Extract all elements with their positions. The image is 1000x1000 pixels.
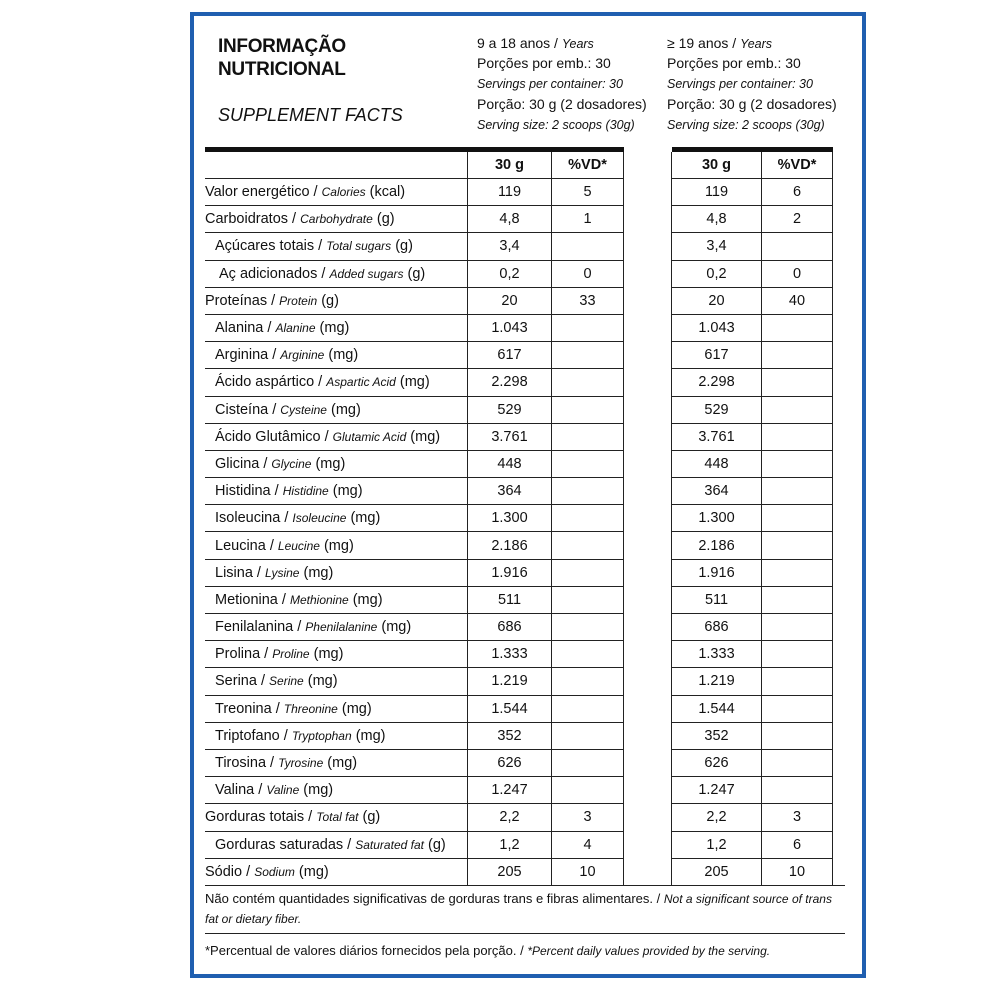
col1-dv: 33: [552, 287, 624, 314]
col1-portion: Porção: 30 g (2 dosadores): [477, 96, 647, 112]
column-gap: [624, 478, 672, 505]
table-row: [205, 641, 833, 668]
nutrient-name-en: Glutamic Acid: [332, 429, 407, 444]
col2-amount-header: 30 g: [672, 150, 762, 179]
col2-amount: 1.219: [672, 668, 762, 695]
col2-amount: 205: [672, 858, 762, 885]
nutrient-label: [205, 314, 468, 341]
col1-servings: Porções por emb.: 30: [477, 55, 611, 71]
col1-dv: [552, 369, 624, 396]
table-row: [205, 287, 833, 314]
col1-dv: 4: [552, 831, 624, 858]
col2-amount: 1,2: [672, 831, 762, 858]
nutrient-label: [205, 831, 468, 858]
col2-portion-en: Serving size: 2 scoops (30g): [667, 118, 825, 132]
col1-dv: [552, 314, 624, 341]
nutrient-name-en: Glycine: [271, 456, 312, 471]
col2-dv: [762, 668, 833, 695]
col1-dv: 1: [552, 206, 624, 233]
nutrient-name-pt: Serina /: [215, 673, 265, 690]
column-gap: [624, 233, 672, 260]
col2-amount: 617: [672, 342, 762, 369]
nutrient-name-en: Saturated fat: [355, 837, 424, 852]
nutrient-name-en: Tyrosine: [278, 756, 324, 771]
col1-dv: [552, 532, 624, 559]
col1-dv: [552, 396, 624, 423]
col1-amount: 2.298: [468, 369, 552, 396]
col2-dv: [762, 342, 833, 369]
nutrient-name-en: Leucine: [277, 538, 320, 553]
nutrient-label: [205, 423, 468, 450]
col2-dv: [762, 641, 833, 668]
column-gap: [624, 396, 672, 423]
col2-dv: [762, 722, 833, 749]
col1-dv: [552, 423, 624, 450]
nutrient-label: [205, 396, 468, 423]
nutrient-unit: (mg): [323, 537, 354, 554]
column-gap: [624, 532, 672, 559]
nutrient-label: [205, 749, 468, 776]
table-row: [205, 614, 833, 641]
nutrient-label: [205, 342, 468, 369]
col1-amount: 529: [468, 396, 552, 423]
col2-dv: [762, 586, 833, 613]
title-line-1: INFORMAÇÃO: [218, 36, 346, 57]
col2-dv: [762, 777, 833, 804]
col2-amount: 20: [672, 287, 762, 314]
nutrient-name-pt: Treonina /: [215, 700, 280, 717]
col1-age: 9 a 18 anos /: [477, 35, 558, 51]
col1-dv: [552, 450, 624, 477]
column-gap: [624, 423, 672, 450]
col2-amount: 529: [672, 396, 762, 423]
table-row: [205, 505, 833, 532]
nutrient-label: [205, 804, 468, 831]
nutrient-name-pt: Cisteína /: [215, 401, 277, 418]
nutrient-name-pt: Açúcares totais /: [215, 238, 323, 255]
table-row: [205, 777, 833, 804]
table-row: [205, 478, 833, 505]
col1-dv: [552, 777, 624, 804]
nutrient-label: [205, 369, 468, 396]
nutrient-name-pt: Valor energético /: [205, 184, 318, 201]
table-row: [205, 396, 833, 423]
column-gap: [624, 695, 672, 722]
nutrient-name-en: Threonine: [283, 701, 338, 716]
nutrient-label: [205, 586, 468, 613]
col2-dv: [762, 233, 833, 260]
table-row: [205, 260, 833, 287]
nutrient-unit: (mg): [331, 401, 361, 418]
nutrient-unit: (mg): [350, 510, 381, 527]
nutrient-unit: (g): [428, 836, 446, 853]
nutrient-name-en: Protein: [279, 293, 318, 308]
col2-age-en: Years: [740, 37, 773, 51]
col1-amount: 1.219: [468, 668, 552, 695]
nutrient-name-pt: Fenilalanina /: [215, 619, 302, 636]
table-row: [205, 804, 833, 831]
nutrient-unit: (mg): [298, 863, 329, 880]
col2-amount: 626: [672, 749, 762, 776]
nutrient-name-en: Serine: [269, 674, 304, 689]
column-gap: [624, 749, 672, 776]
label-column-header: [205, 150, 468, 179]
nutrient-name-en: Valine: [266, 783, 300, 798]
table-row: [205, 749, 833, 776]
col1-dv: 3: [552, 804, 624, 831]
col2-dv: 2: [762, 206, 833, 233]
col2-amount: 3.761: [672, 423, 762, 450]
nutrition-facts-panel: [190, 12, 866, 978]
nutrient-name-en: Tryptophan: [291, 728, 352, 743]
nutrient-name-en: Total sugars: [326, 239, 392, 254]
col2-amount: 1.916: [672, 559, 762, 586]
column-gap: [624, 831, 672, 858]
col2-dv: [762, 532, 833, 559]
col2-dv: [762, 314, 833, 341]
column-gap: [624, 804, 672, 831]
col1-amount: 1.247: [468, 777, 552, 804]
column-gap: [624, 722, 672, 749]
nutrient-unit: (g): [395, 238, 413, 255]
nutrient-name-pt: Metionina /: [215, 591, 286, 608]
column-gap: [624, 614, 672, 641]
supplement-facts-subtitle: SUPPLEMENT FACTS: [218, 105, 403, 125]
nutrient-label: [205, 641, 468, 668]
footer-note-1-pt: Não contém quantidades significativas de gorduras trans e fibras alimentares. /: [205, 891, 661, 906]
footer-note-2-pt: *Percentual de valores diários fornecidos pela porção. /: [205, 943, 524, 958]
nutrient-name-en: Sodium: [254, 864, 295, 879]
nutrient-label: [205, 287, 468, 314]
column-header-row: [205, 150, 833, 179]
col1-amount: 20: [468, 287, 552, 314]
nutrient-unit: (mg): [352, 591, 383, 608]
col1-amount: 4,8: [468, 206, 552, 233]
nutrient-name-pt: Leucina /: [215, 537, 274, 554]
table-row: [205, 314, 833, 341]
col1-amount: 1.300: [468, 505, 552, 532]
col1-amount: 686: [468, 614, 552, 641]
nutrient-unit: (mg): [315, 455, 346, 472]
nutrient-name-en: Methionine: [289, 592, 349, 607]
col1-age-en: Years: [561, 37, 594, 51]
nutrient-label: [205, 722, 468, 749]
col2-amount: 1.247: [672, 777, 762, 804]
column-gap: [624, 287, 672, 314]
nutrient-name-en: Proline: [272, 647, 310, 662]
nutrient-name-pt: Arginina /: [215, 347, 277, 364]
nutrient-label: [205, 260, 468, 287]
nutrient-name-pt: Sódio /: [205, 863, 251, 880]
table-row: [205, 233, 833, 260]
table-row: [205, 858, 833, 885]
col1-dv: [552, 749, 624, 776]
title-line-2: NUTRICIONAL: [218, 59, 346, 80]
col2-dv: [762, 396, 833, 423]
nutrient-name-pt: Carboidratos /: [205, 211, 297, 228]
nutrient-unit: (g): [407, 265, 426, 282]
nutrient-unit: (mg): [319, 320, 350, 337]
col1-amount: 364: [468, 478, 552, 505]
col1-portion-en: Serving size: 2 scoops (30g): [477, 118, 635, 132]
nutrient-unit: (mg): [399, 374, 430, 391]
col2-dv: [762, 478, 833, 505]
col1-dv: [552, 641, 624, 668]
col2-age: ≥ 19 anos /: [667, 35, 737, 51]
col1-amount: 1.043: [468, 314, 552, 341]
nutrient-label: [205, 478, 468, 505]
column-gap: [624, 179, 672, 206]
nutrient-name-en: Added sugars: [329, 266, 404, 281]
col2-amount: 2.186: [672, 532, 762, 559]
column-gap: [624, 314, 672, 341]
col2-dv: [762, 450, 833, 477]
table-row: [205, 369, 833, 396]
nutrient-unit: (mg): [328, 347, 359, 364]
col1-dv: [552, 722, 624, 749]
col2-amount: 352: [672, 722, 762, 749]
col1-amount: 511: [468, 586, 552, 613]
nutrient-name-pt: Aç adicionados /: [219, 265, 326, 282]
col2-amount: 511: [672, 586, 762, 613]
table-row: [205, 206, 833, 233]
nutrient-unit: (kcal): [369, 184, 406, 201]
col2-amount: 3,4: [672, 233, 762, 260]
col2-amount: 1.544: [672, 695, 762, 722]
column-gap: [624, 260, 672, 287]
col2-amount: 1.333: [672, 641, 762, 668]
nutrient-name-en: Arginine: [280, 348, 325, 363]
col1-amount: 1.333: [468, 641, 552, 668]
nutrient-name-pt: Triptofano /: [215, 727, 288, 744]
col1-amount: 0,2: [468, 260, 552, 287]
col1-amount: 626: [468, 749, 552, 776]
column-gap: [624, 858, 672, 885]
column-gap: [624, 450, 672, 477]
table-row: [205, 831, 833, 858]
column-gap: [624, 150, 672, 179]
col1-amount: 352: [468, 722, 552, 749]
col1-amount: 1.916: [468, 559, 552, 586]
col2-dv: 3: [762, 804, 833, 831]
col2-dv: [762, 423, 833, 450]
column-gap: [624, 369, 672, 396]
nutrient-label: [205, 532, 468, 559]
nutrient-unit: (mg): [307, 673, 338, 690]
nutrient-label: [205, 233, 468, 260]
nutrient-unit: (mg): [303, 564, 334, 581]
col2-dv: [762, 505, 833, 532]
table-row: [205, 179, 833, 206]
col2-dv: [762, 614, 833, 641]
nutrient-name-pt: Ácido aspártico /: [215, 374, 323, 391]
nutrient-unit: (g): [362, 809, 381, 826]
col1-dv: [552, 478, 624, 505]
col1-dv: 5: [552, 179, 624, 206]
column-gap: [624, 559, 672, 586]
table-row: [205, 586, 833, 613]
nutrient-name-pt: Ácido Glutâmico /: [215, 428, 329, 445]
col1-dv: [552, 614, 624, 641]
col1-amount: 119: [468, 179, 552, 206]
nutrient-unit: (mg): [313, 646, 344, 663]
footer-divider: [205, 885, 845, 886]
col2-amount: 0,2: [672, 260, 762, 287]
nutrient-name-pt: Prolina /: [215, 646, 269, 663]
col1-dv: 0: [552, 260, 624, 287]
table-row: [205, 722, 833, 749]
nutrient-label: [205, 559, 468, 586]
footer-note-2-en: *Percent daily values provided by the serving.: [527, 944, 771, 958]
col1-amount: 3.761: [468, 423, 552, 450]
nutrient-name-pt: Lisina /: [215, 564, 261, 581]
nutrient-unit: (mg): [327, 755, 358, 772]
col2-portion: Porção: 30 g (2 dosadores): [667, 96, 837, 112]
nutrient-name-en: Phenilalanine: [305, 620, 378, 635]
nutrient-label: [205, 614, 468, 641]
nutrient-label: [205, 668, 468, 695]
nutrient-unit: (mg): [410, 428, 441, 445]
col2-amount: 2,2: [672, 804, 762, 831]
col2-dv: [762, 559, 833, 586]
col2-amount: 4,8: [672, 206, 762, 233]
col2-dv: [762, 695, 833, 722]
nutrient-name-pt: Gorduras totais /: [205, 809, 313, 826]
nutrient-label: [205, 179, 468, 206]
nutrient-name-pt: Alanina /: [215, 320, 272, 337]
nutrient-name-pt: Glicina /: [215, 455, 268, 472]
nutrient-name-pt: Proteínas /: [205, 292, 276, 309]
column-gap: [624, 206, 672, 233]
col1-header: [477, 36, 647, 133]
col2-dv-header: %VD*: [762, 150, 833, 179]
table-row: [205, 668, 833, 695]
nutrient-rows: [205, 179, 833, 886]
nutrient-label: [205, 505, 468, 532]
col1-amount: 448: [468, 450, 552, 477]
col2-dv: [762, 369, 833, 396]
col1-amount: 1.544: [468, 695, 552, 722]
col2-dv: 10: [762, 858, 833, 885]
column-gap: [624, 641, 672, 668]
column-gap: [624, 586, 672, 613]
col1-dv: [552, 586, 624, 613]
nutrient-label: [205, 777, 468, 804]
col2-dv: [762, 749, 833, 776]
nutrient-unit: (mg): [381, 619, 412, 636]
col2-amount: 2.298: [672, 369, 762, 396]
col1-amount: 2,2: [468, 804, 552, 831]
nutrient-label: [205, 206, 468, 233]
col1-amount: 2.186: [468, 532, 552, 559]
nutrient-unit: (mg): [341, 700, 372, 717]
col2-dv: 6: [762, 831, 833, 858]
col1-dv: [552, 233, 624, 260]
col1-dv-header: %VD*: [552, 150, 624, 179]
col1-dv: 10: [552, 858, 624, 885]
col1-amount: 617: [468, 342, 552, 369]
nutrient-name-en: Calories: [321, 185, 366, 200]
col1-amount-header: 30 g: [468, 150, 552, 179]
nutrient-name-pt: Valina /: [215, 782, 263, 799]
nutrient-name-pt: Tirosina /: [215, 755, 275, 772]
footer-note-2: [205, 943, 845, 958]
col2-dv: 6: [762, 179, 833, 206]
nutrient-label: [205, 695, 468, 722]
col2-servings-en: Servings per container: 30: [667, 77, 813, 91]
column-gap: [624, 505, 672, 532]
table-row: [205, 342, 833, 369]
nutrient-label: [205, 450, 468, 477]
col2-amount: 1.043: [672, 314, 762, 341]
col2-dv: 0: [762, 260, 833, 287]
nutrient-name-en: Lysine: [264, 565, 300, 580]
table-row: [205, 559, 833, 586]
nutrient-name-en: Aspartic Acid: [326, 375, 396, 390]
nutrient-name-en: Histidine: [282, 484, 329, 499]
table-row: [205, 532, 833, 559]
col2-header: [667, 36, 837, 133]
col1-servings-en: Servings per container: 30: [477, 77, 623, 91]
nutrient-name-en: Isoleucine: [292, 511, 347, 526]
col1-dv: [552, 342, 624, 369]
nutrient-name-pt: Gorduras saturadas /: [215, 836, 352, 853]
col2-amount: 364: [672, 478, 762, 505]
column-gap: [624, 342, 672, 369]
table-row: [205, 695, 833, 722]
col2-dv: 40: [762, 287, 833, 314]
col1-dv: [552, 695, 624, 722]
col1-dv: [552, 505, 624, 532]
nutrition-table: [205, 147, 833, 886]
table-row: [205, 450, 833, 477]
col2-amount: 119: [672, 179, 762, 206]
col2-amount: 448: [672, 450, 762, 477]
nutrient-name-en: Alanine: [275, 321, 316, 336]
footer-note-1: [205, 889, 845, 929]
table-row: [205, 423, 833, 450]
column-gap: [624, 668, 672, 695]
col2-amount: 686: [672, 614, 762, 641]
nutrient-unit: (mg): [332, 483, 363, 500]
nutrient-name-en: Cysteine: [280, 402, 327, 417]
col2-amount: 1.300: [672, 505, 762, 532]
col1-amount: 1,2: [468, 831, 552, 858]
nutrient-unit: (mg): [303, 782, 334, 799]
column-gap: [624, 777, 672, 804]
nutrient-unit: (g): [321, 292, 339, 309]
nutrient-unit: (g): [376, 211, 395, 228]
col1-amount: 205: [468, 858, 552, 885]
nutrient-name-en: Carbohydrate: [300, 212, 373, 227]
footer-divider-2: [205, 933, 845, 934]
nutrient-name-pt: Isoleucina /: [215, 510, 289, 527]
nutrient-unit: (mg): [355, 727, 386, 744]
nutrient-name-en: Total fat: [316, 810, 359, 825]
col1-amount: 3,4: [468, 233, 552, 260]
nutrient-name-pt: Histidina /: [215, 483, 279, 500]
nutrient-label: [205, 858, 468, 885]
col2-servings: Porções por emb.: 30: [667, 55, 801, 71]
footer-note-1-en: Not a significant source of trans fat or dietary fiber.: [205, 892, 832, 926]
col1-dv: [552, 559, 624, 586]
col1-dv: [552, 668, 624, 695]
